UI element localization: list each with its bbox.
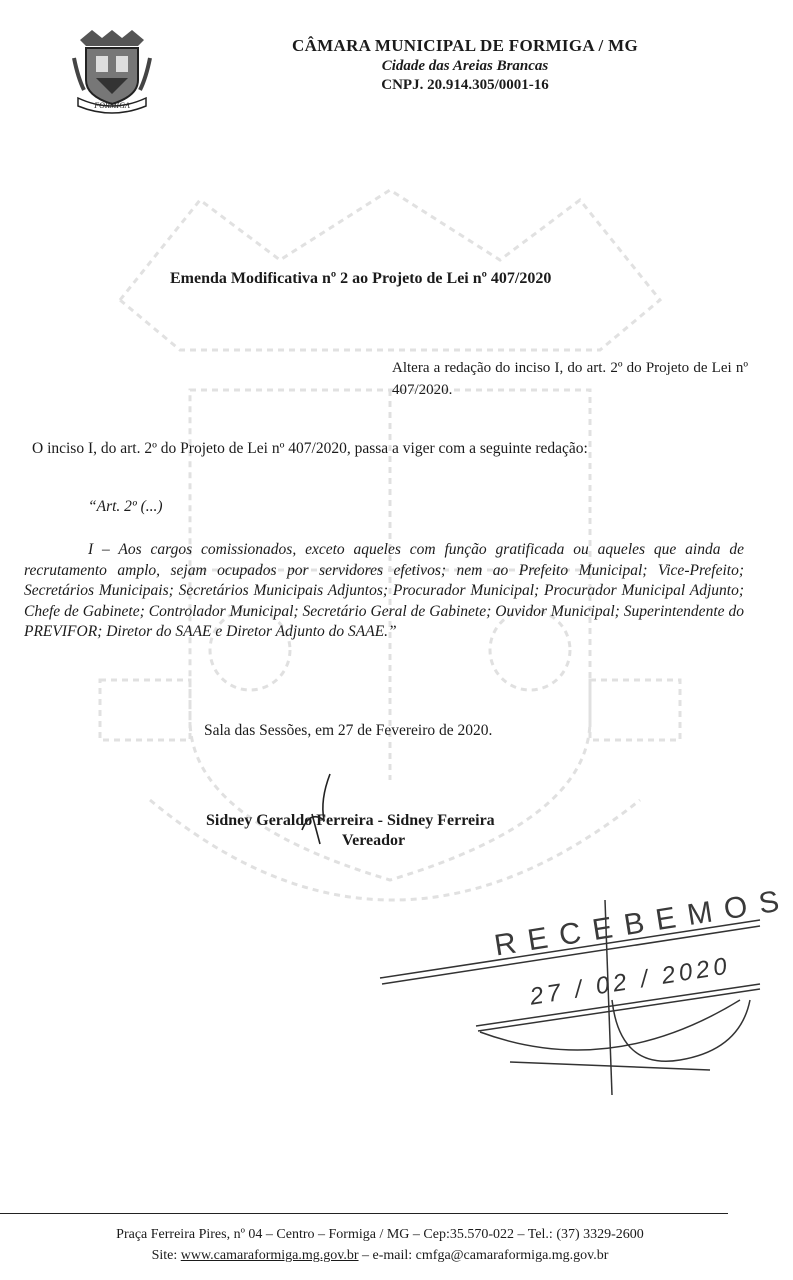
stamp-received-word: RECEBEMOS	[492, 883, 793, 963]
email-text: – e-mail: cmfga@camaraformiga.mg.gov.br	[362, 1248, 609, 1263]
letterhead	[240, 36, 690, 94]
city-motto: Cidade das Areias Brancas	[381, 58, 549, 74]
institution-name: CÂMARA MUNICIPAL DE FORMIGA / MG	[292, 36, 638, 55]
place-and-date: Sala das Sessões, em 27 de Fevereiro de 2020.	[204, 722, 493, 739]
footer-address: Praça Ferreira Pires, nº 04 – Centro – Formiga / MG – Cep:35.570-022 – Tel.: (37) 3329-2600	[116, 1227, 644, 1242]
stamp-date: 27 / 02 / 2020	[528, 952, 733, 1011]
signer-role: Vereador	[342, 832, 406, 849]
municipal-crest-logo	[72, 28, 152, 112]
amendment-title: Emenda Modificativa nº 2 ao Projeto de Lei nº 407/2020	[170, 270, 552, 287]
site-label: Site:	[151, 1248, 178, 1263]
footer-divider	[0, 1213, 728, 1214]
amendment-summary: Altera a redação do inciso I, do art. 2º do Projeto de Lei nº 407/2020.	[392, 360, 748, 398]
cnpj-number: CNPJ. 20.914.305/0001-16	[381, 77, 549, 93]
crest-banner-text: FORMIGA	[94, 101, 130, 110]
intro-paragraph: O inciso I, do art. 2º do Projeto de Lei nº 407/2020, passa a viger com a seguinte redação:	[32, 440, 588, 457]
footer-contact	[40, 1245, 720, 1266]
signature-mark	[290, 770, 350, 850]
website-link[interactable]: www.camaraformiga.mg.gov.br	[180, 1248, 359, 1263]
inciso-text: I – Aos cargos comissionados, exceto aqueles com função gratificada ou aqueles que ainda de recrutamento amplo, sejam ocupados por servidores efetivos; nem ao Prefeito Municipal; Vice-Prefeito; Secretários Municipais; Secretários Municipais Adjuntos; Procurador Municipal; Procurador Municipal Adjunto; Chefe de Gabinete; Controlador Municipal; Secretário Geral de Gabinete; Ouvidor Municipal; Superintendente do PREVIFOR; Diretor do SAAE e Diretor Adjunto do SAAE.”	[24, 541, 744, 640]
article-heading: “Art. 2º (...)	[88, 498, 163, 515]
footer	[40, 1224, 720, 1266]
signer-name: Sidney Geraldo Ferreira - Sidney Ferreira	[206, 812, 495, 829]
